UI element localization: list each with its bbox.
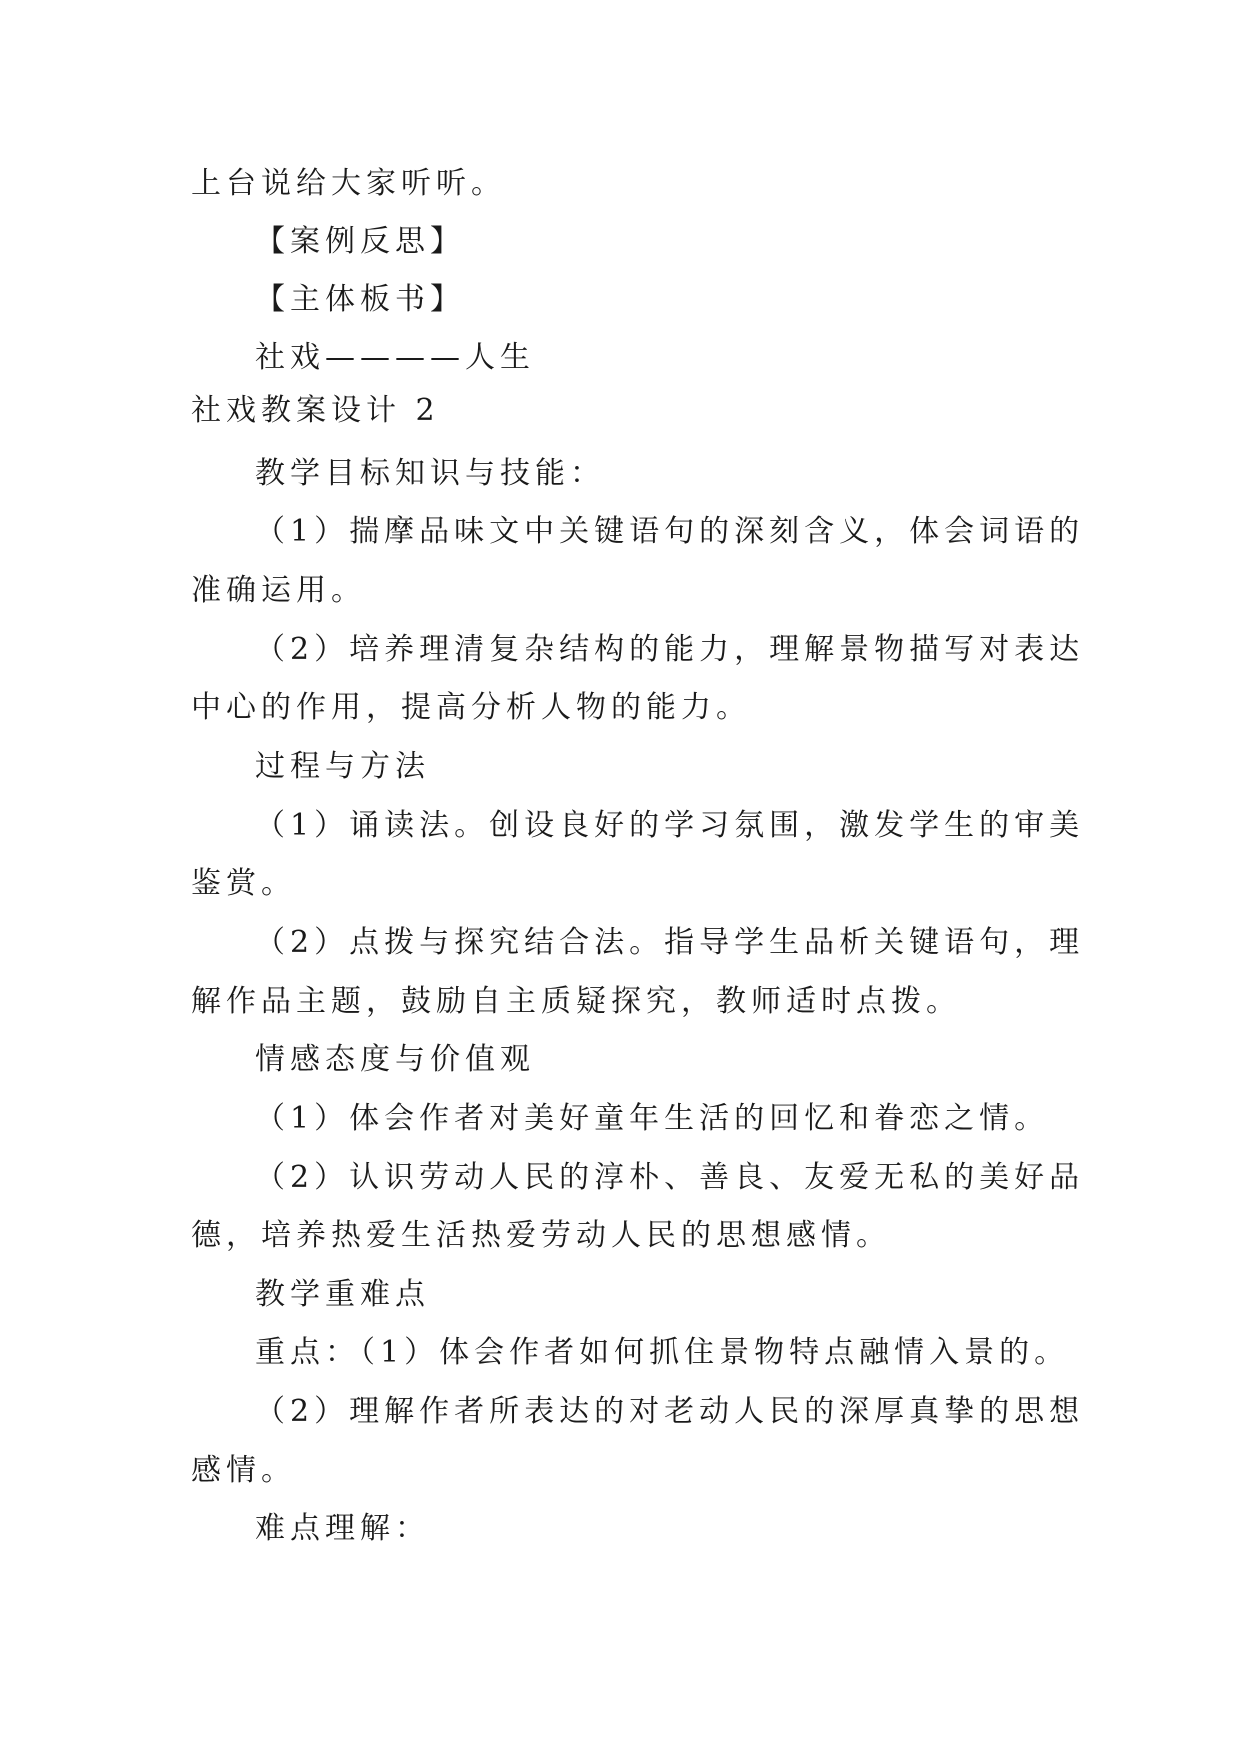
text-line: （2）培养理清复杂结构的能力，理解景物描写对表达 — [255, 632, 1085, 667]
text-line: （1）揣摩品味文中关键语句的深刻含义，体会词语的 — [255, 514, 1085, 549]
text-line: （2）理解作者所表达的对老动人民的深厚真挚的思想 — [255, 1394, 1085, 1429]
text-line: 解作品主题，鼓励自主质疑探究，教师适时点拨。 — [191, 984, 961, 1019]
text-line: 教学目标知识与技能： — [255, 456, 605, 491]
text-line: 上台说给大家听听。 — [191, 166, 506, 201]
text-line: （1）诵读法。创设良好的学习氛围，激发学生的审美 — [255, 808, 1085, 843]
text-line: 过程与方法 — [255, 749, 430, 784]
text-line: 准确运用。 — [191, 573, 366, 608]
text-line: 德，培养热爱生活热爱劳动人民的思想感情。 — [191, 1218, 891, 1253]
section-heading-board-writing: 【主体板书】 — [255, 282, 465, 317]
text-line: （1）体会作者对美好童年生活的回忆和眷恋之情。 — [255, 1101, 1050, 1136]
text-line: 鉴赏。 — [191, 866, 296, 901]
text-line: 中心的作用，提高分析人物的能力。 — [191, 690, 751, 725]
text-line: 教学重难点 — [255, 1277, 430, 1312]
text-line: 感情。 — [191, 1453, 296, 1488]
text-line: （2）认识劳动人民的淳朴、善良、友爱无私的美好品 — [255, 1160, 1085, 1195]
text-line: 情感态度与价值观 — [255, 1042, 535, 1077]
text-line: 重点：（1）体会作者如何抓住景物特点融情入景的。 — [255, 1335, 1070, 1370]
document-section-title: 社戏教案设计 2 — [191, 393, 440, 428]
text-line: 难点理解： — [255, 1511, 430, 1546]
section-heading-case-reflection: 【案例反思】 — [255, 224, 465, 259]
board-writing-text: 社戏————人生 — [255, 340, 535, 375]
text-line: （2）点拨与探究结合法。指导学生品析关键语句，理 — [255, 925, 1085, 960]
